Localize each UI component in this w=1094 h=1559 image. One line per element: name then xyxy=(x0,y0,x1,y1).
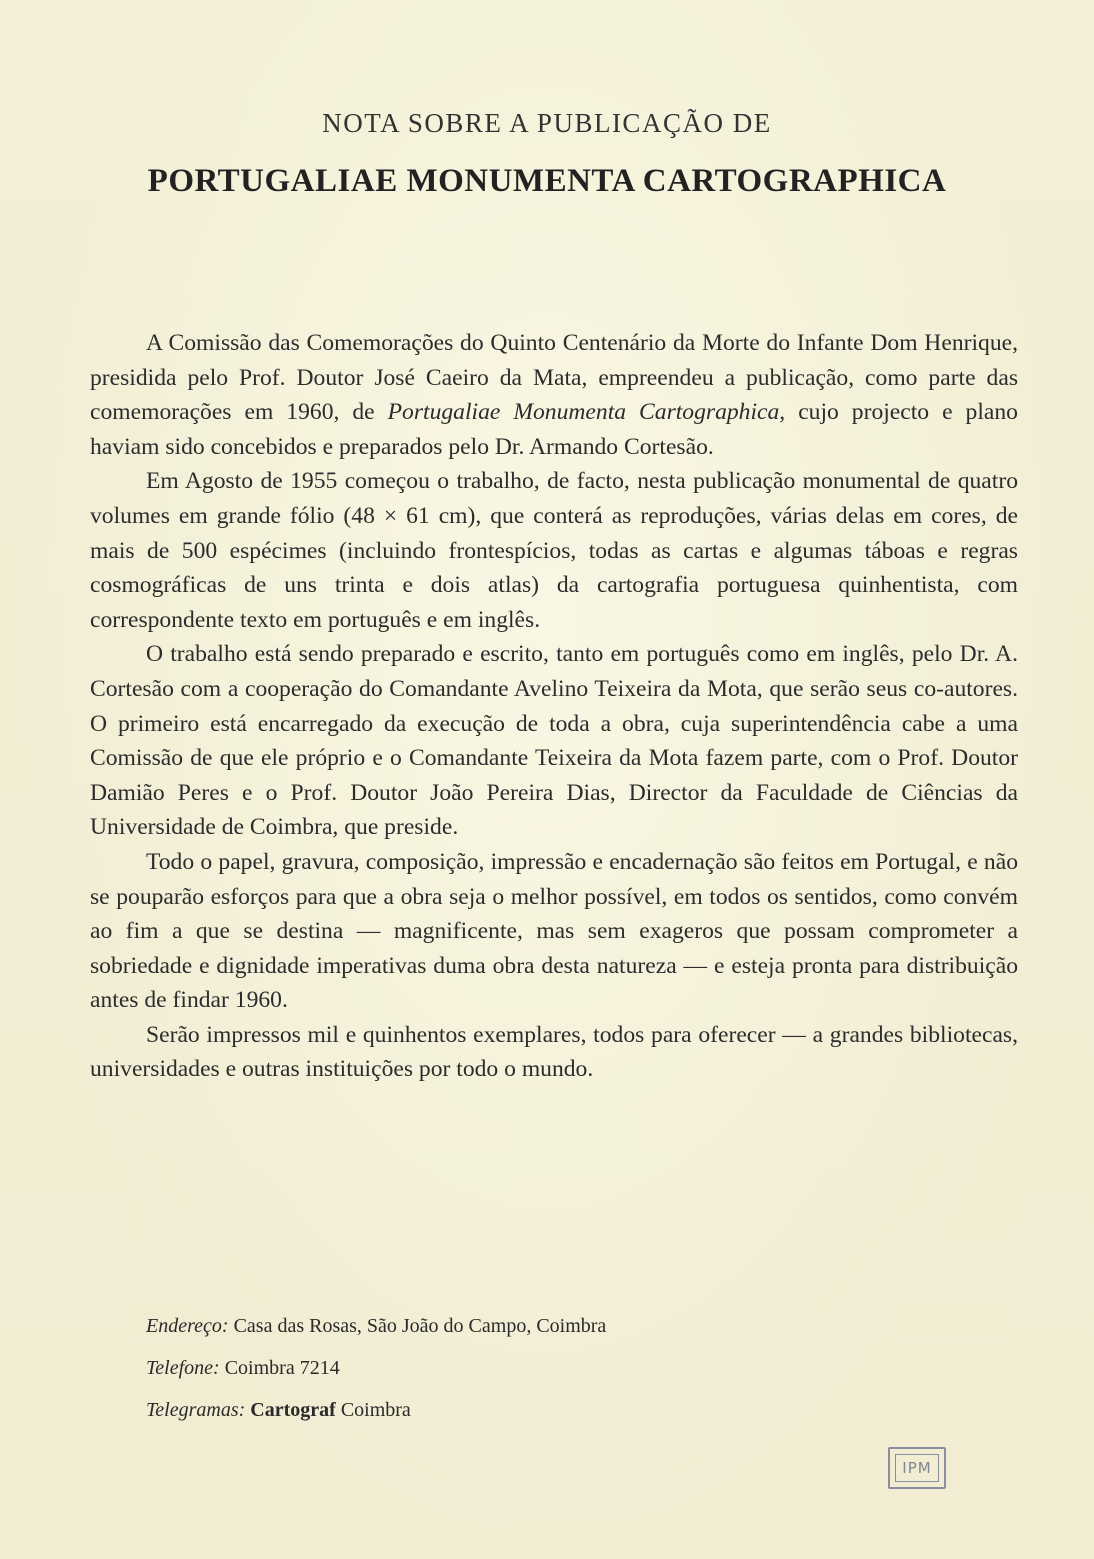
telegram-code: Cartograf xyxy=(250,1399,336,1421)
paragraph-production: Todo o papel, gravura, composição, impressão e encadernação são feitos em Portugal, e não se pouparão esforços para que a obra seja o melhor possível, em todos os sentidos, como convém ao fim a que se destina — magnificente, mas sem exageros que possam comprometer a sobriedade e dignidade imperativas duma obra desta natureza — e esteja pronta para distribuição antes de findar 1960. xyxy=(90,848,1018,1014)
telegram-row xyxy=(146,1389,606,1431)
address-label: Endereço: xyxy=(146,1315,229,1337)
publication-title-italic: Portugaliae Monumenta Cartographica, xyxy=(387,399,786,426)
phone-label: Telefone: xyxy=(146,1357,220,1379)
paragraph-commission xyxy=(90,326,1018,464)
address-value: Casa das Rosas, São João do Campo, Coimbra xyxy=(233,1315,607,1337)
document-subtitle: NOTA SOBRE A PUBLICAÇÃO DE xyxy=(322,108,772,138)
address-row xyxy=(146,1305,606,1347)
library-stamp-text: IPM xyxy=(895,1454,939,1482)
phone-row xyxy=(146,1347,606,1389)
library-stamp-icon xyxy=(888,1447,946,1489)
paragraph-authors: O trabalho está sendo preparado e escrito, tanto em português como em inglês, pelo Dr. A. Cortesão com a cooperação do Comandante Avelino Teixeira da Mota, que serão seus co-autores. O primeiro está encarregado da execução de toda a obra, cuja superintendência cabe a uma Comissão de que ele próprio e o Comandante Teixeira da Mota fazem parte, com o Prof. Doutor Damião Peres e o Prof. Doutor João Pereira Dias, Director da Faculdade de Ciências da Universidade de Coimbra, que preside. xyxy=(90,641,1018,841)
telegram-city: Coimbra xyxy=(340,1399,411,1421)
telegram-label: Telegramas: xyxy=(146,1399,246,1421)
document-body xyxy=(90,326,1018,1087)
paragraph-commission-text-b: cujo projecto e plano haviam sido concebidos e preparados pelo Dr. Armando Cortesão. xyxy=(90,399,1018,460)
paragraph-commission-text-a: A Comissão das Comemorações do Quinto Centenário da Morte do Infante Dom Henrique, presidida pelo Prof. Doutor José Caeiro da Mata, empreendeu a publicação, como parte das comemorações em 1960, de xyxy=(90,330,1018,426)
paragraph-work-start: Em Agosto de 1955 começou o trabalho, de facto, nesta publicação monumental de quatro volumes em grande fólio (48 × 61 cm), que conterá as reproduções, várias delas em cores, de mais de 500 espécimes (incluindo frontespícios, todas as cartas e algumas táboas e regras cosmográficas de uns trinta e dois atlas) da cartografia portuguesa quinhentista, com correspondente texto em português e em inglês. xyxy=(90,468,1018,633)
contact-block xyxy=(146,1305,606,1431)
paragraph-distribution: Serão impressos mil e quinhentos exemplares, todos para oferecer — a grandes bibliotecas, universidades e outras instituições por todo o mundo. xyxy=(90,1021,1018,1083)
phone-value: Coimbra 7214 xyxy=(224,1357,340,1379)
document-title: PORTUGALIAE MONUMENTA CARTOGRAPHICA xyxy=(147,163,947,199)
